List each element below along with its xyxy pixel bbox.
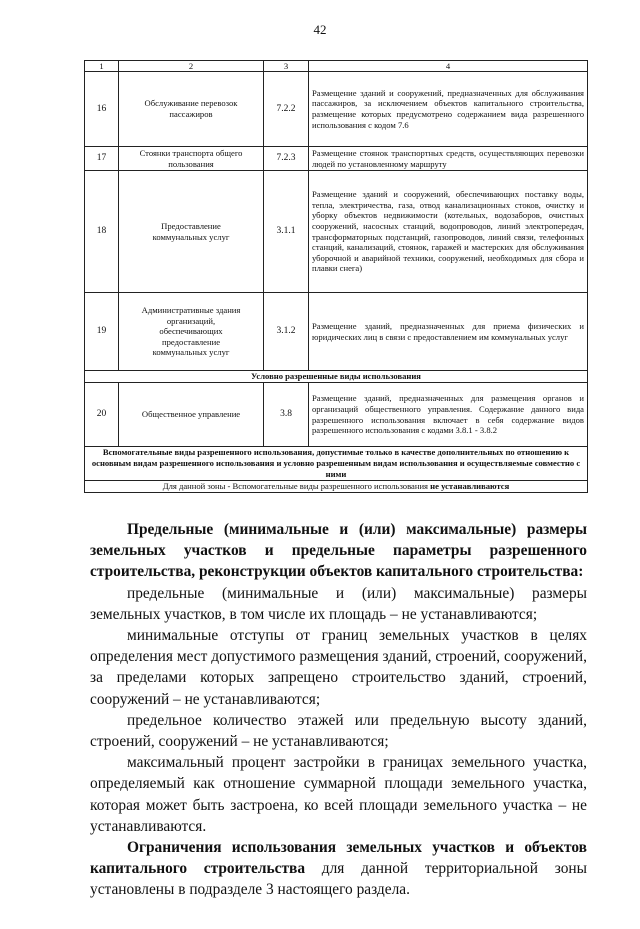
auxiliary-uses-note [85,481,588,493]
auxiliary-note-status: не устанавливаются [430,481,510,491]
use-description: Размещение зданий, предназначенных для приема физических и юридических лиц в связи с предоставлением им коммунальных услуг [309,293,588,371]
table-row [85,293,588,371]
page-number: 42 [313,22,327,37]
column-header: 3 [264,61,309,72]
column-header: 2 [119,61,264,72]
table-row [85,147,588,171]
use-code: 3.8 [264,383,309,447]
paragraph: максимальный процент застройки в границах земельного участка, определяемый как отношение суммарной площади земельного участка, которая может быть застроена, ко всей площади земельного участка – не устанавливаются. [90,754,587,835]
table-row [85,171,588,293]
use-description: Размещение зданий и сооружений, обеспечивающих поставку воды, тепла, электричества, газа, отвод канализационных стоков, очистку и уборку объектов недвижимости (котельных, водозаборов, очистных сооружений, насосных станций, водопроводов, линий электропередач, трансформаторных подстанций, газопроводов, линий связи, телефонных станций, канализаций, стоянок, гаражей и мастерских для обслуживания уборочной и аварийной техники, сооружений, необходимых для сбора и плавки снега) [309,171,588,293]
use-code: 3.1.2 [264,293,309,371]
restrictions-paragraph [90,837,587,901]
use-name: Общественное управление [119,383,264,447]
auxiliary-note-row [85,481,588,493]
use-code: 7.2.2 [264,72,309,147]
row-number: 19 [85,293,119,371]
restrictions-text: для данной территориальной зоны установлены в подразделе 3 настоящего раздела. [90,860,587,899]
use-name: Предоставление коммунальных услуг [119,171,264,293]
table-header-row [85,61,588,72]
parameters-heading: Предельные (минимальные и (или) максимальные) размеры земельных участков и предельные параметры разрешенного строительства, реконструкции объектов капитального строительства: [90,521,587,581]
conditional-uses-heading: Условно разрешенные виды использования [85,371,588,383]
auxiliary-uses-heading: Вспомогательные виды разрешенного использования, допустимые только в качестве дополнительных по отношению к основным видам разрешенного использования и условно разрешенным видам использования и осуществляемые совместно с ними [85,447,588,481]
auxiliary-note-prefix: Для данной зоны - Вспомогательные виды разрешенного использования [162,481,431,491]
column-header: 1 [85,61,119,72]
text-body [90,519,587,901]
paragraph: минимальные отступы от границ земельных участков в целях определения мест допустимого размещения зданий, строений, сооружений, за пределами которых запрещено строительство зданий, строений, сооружений – не устанавливаются; [90,627,587,708]
use-name: Обслуживание перевозок пассажиров [119,72,264,147]
row-number: 20 [85,383,119,447]
use-name: Административные здания организаций, обеспечивающих предоставление коммунальных услуг [119,293,264,371]
table-row [85,383,588,447]
row-number: 17 [85,147,119,171]
restrictions-heading: Ограничения использования земельных участков и объектов капитального строительства [90,839,587,878]
column-header: 4 [309,61,588,72]
section-heading-row [85,447,588,481]
use-code: 7.2.3 [264,147,309,171]
use-name: Стоянки транспорта общего пользования [119,147,264,171]
use-description: Размещение зданий, предназначенных для размещения органов и организаций общественного управления. Содержание данного вида разрешенного использования включает в себя содержание видов разрешенного использования с кодами 3.8.1 - 3.8.2 [309,383,588,447]
use-description: Размещение стоянок транспортных средств, осуществляющих перевозки людей по установленному маршруту [309,147,588,171]
table-row [85,72,588,147]
permitted-use-table [84,60,588,493]
use-code: 3.1.1 [264,171,309,293]
paragraph: предельные (минимальные и (или) максимальные) размеры земельных участков, в том числе их площадь – не устанавливаются; [90,584,587,623]
section-heading-row [85,371,588,383]
row-number: 16 [85,72,119,147]
paragraph: предельное количество этажей или предельную высоту зданий, строений, сооружений – не устанавливаются; [90,711,587,751]
row-number: 18 [85,171,119,293]
use-description: Размещение зданий и сооружений, предназначенных для обслуживания пассажиров, за исключением объектов капитального строительства, размещение которых предусмотрено содержанием вида разрешенного использования с кодом 7.6 [309,72,588,147]
